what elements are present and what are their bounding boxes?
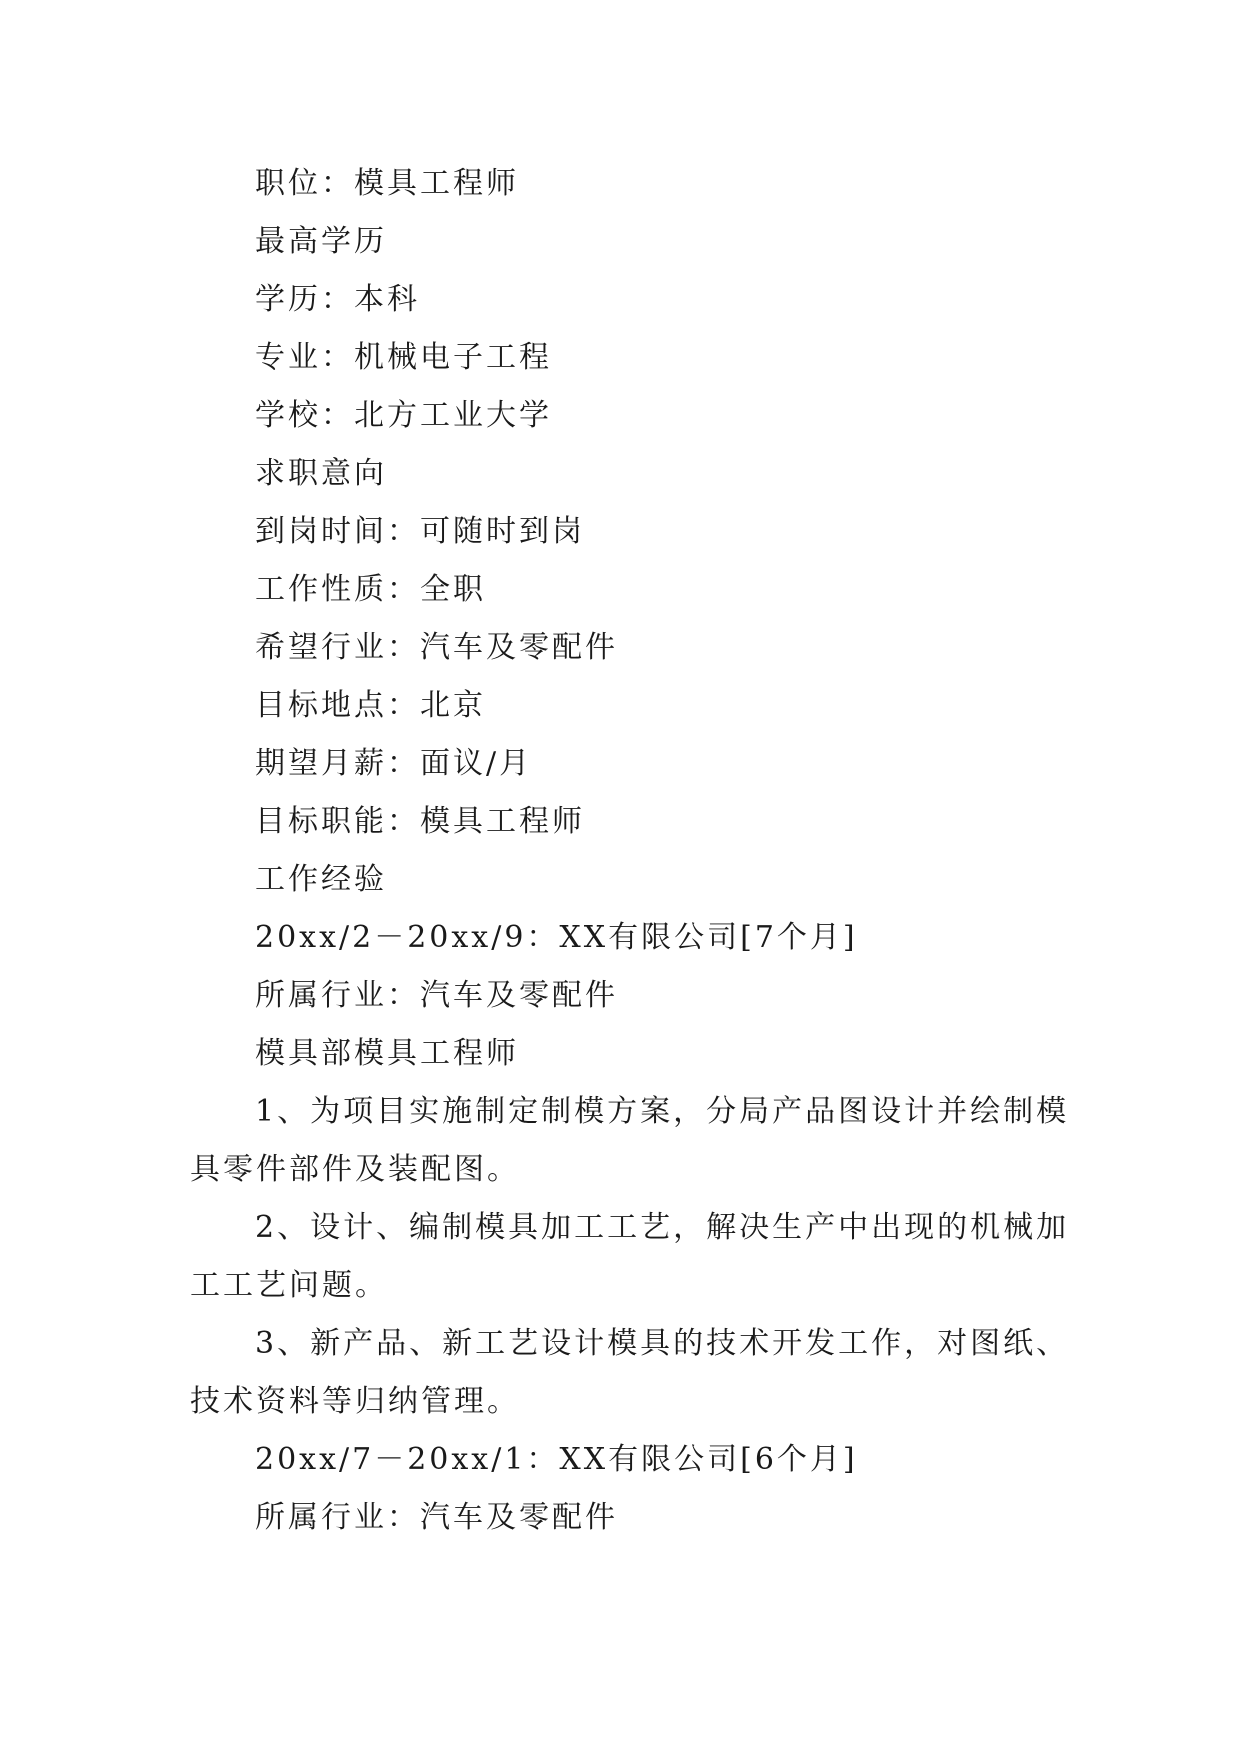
major-line: 专业：机械电子工程 — [255, 340, 552, 375]
job-intention-heading: 求职意向 — [255, 456, 387, 491]
industry-line-2: 所属行业：汽车及零配件 — [255, 1500, 618, 1535]
expected-salary-line: 期望月薪：面议/月 — [255, 746, 533, 781]
degree-line: 学历：本科 — [255, 282, 420, 317]
duty-paragraph-2: 2、设计、编制模具加工工艺，解决生产中出现的机械加工工艺问题。 — [190, 1210, 1070, 1303]
start-time-line: 到岗时间：可随时到岗 — [255, 514, 585, 549]
position-line: 职位：模具工程师 — [255, 166, 519, 201]
work-experience-heading: 工作经验 — [255, 862, 387, 897]
school-line: 学校：北方工业大学 — [255, 398, 552, 433]
target-location-line: 目标地点：北京 — [255, 688, 486, 723]
target-function-line: 目标职能：模具工程师 — [255, 804, 585, 839]
resume-content — [190, 155, 1070, 1547]
job-period-2: 20xx/7－20xx/1：XX有限公司[6个月] — [255, 1442, 858, 1477]
job-type-line: 工作性质：全职 — [255, 572, 486, 607]
education-heading: 最高学历 — [255, 224, 387, 259]
duty-paragraph-3: 3、新产品、新工艺设计模具的技术开发工作，对图纸、技术资料等归纳管理。 — [190, 1326, 1070, 1419]
desired-industry-line: 希望行业：汽车及零配件 — [255, 630, 618, 665]
department-title-line: 模具部模具工程师 — [255, 1036, 519, 1071]
job-period-1: 20xx/2－20xx/9：XX有限公司[7个月] — [255, 920, 858, 955]
industry-line-1: 所属行业：汽车及零配件 — [255, 978, 618, 1013]
duty-paragraph-1: 1、为项目实施制定制模方案，分局产品图设计并绘制模具零件部件及装配图。 — [190, 1094, 1070, 1187]
